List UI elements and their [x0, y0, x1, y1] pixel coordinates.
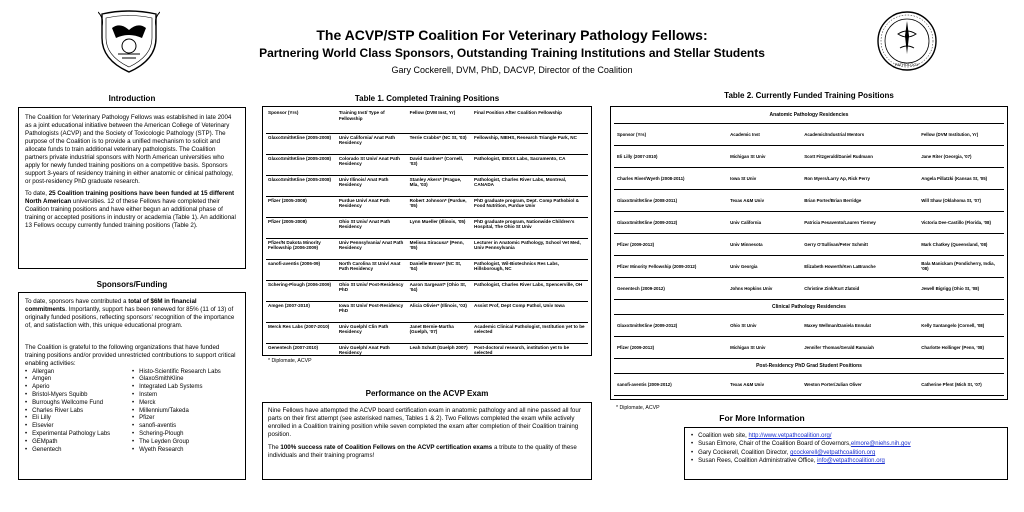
table-cell: sanofi-aventis (2009-2012) [614, 373, 727, 395]
table-cell: Merck Res Labs (2007-2010) [266, 322, 337, 343]
table-cell: Catherine Pfent (Mich St, '07) [918, 373, 1004, 395]
table-cell: Aaron Sargeant* (Ohio St, '04) [408, 280, 472, 301]
sponsor-list-item: • Amgen [25, 376, 132, 384]
table-header-cell: Academic/Industrial Mentors [801, 123, 918, 145]
table-cell: Johns Hopkins Univ [727, 277, 801, 299]
table-cell: Genentech (2009-2012) [614, 277, 727, 299]
table-cell: Victoria Dee-Castillo (Florida, '08) [918, 211, 1004, 233]
table2-heading: Table 2. Currently Funded Training Positions [724, 91, 894, 100]
funded-positions-table [614, 108, 1004, 400]
table-header-cell: Academic Inst [727, 123, 801, 145]
table-row [614, 211, 1004, 233]
table-cell: GlaxoSmithKline (2005-2008) [266, 154, 337, 175]
more-info-link[interactable]: elmore@niehs.nih.gov [850, 441, 911, 448]
table-cell: Jennifer Thomas/Gerald Ramaiah [801, 336, 918, 358]
table-cell: Michigan St Univ [727, 145, 801, 167]
exam-paragraph-1: Nine Fellows have attempted the ACVP board certification exam in anatomic pathology and all nine passed all four parts on their first attempt (see asterisked names, Tables 1 & 2). Two Fellows completed the exam while actively enrolled in a Coalition training position while seven completed the exam after completion of their Coalition training position. [268, 407, 581, 438]
table-row [266, 280, 588, 301]
table-cell: Univ Guelph/ Clin Path Residency [337, 322, 408, 343]
sponsor-list [25, 369, 239, 455]
table-cell: Assist Prof, Dept Comp Pathol, Univ Iowa [472, 301, 588, 322]
table-cell: Michigan St Univ [727, 336, 801, 358]
table-cell: Ohio St Univ [727, 314, 801, 336]
more-info-text: Gary Cockerell, Coalition Director, [698, 449, 791, 456]
seal-text: PATHOLOGY [894, 62, 920, 67]
table-cell: Will Shaw (Oklahoma St, '07) [918, 189, 1004, 211]
more-info-item [691, 440, 1001, 448]
intro-paragraph-1: The Coalition for Veterinary Pathology Fellows was established in late 2004 as a joint educational initiative between the American College of Veterinary Pathologists (ACVP) and the Society of Toxicologic Pathology (STP). The purpose of the Coalition is to provide a unified mechanism to solicit and allocate funds to train additional veterinary pathologists. The Coalition partners private industrial sponsors with North American universities who apply for newly funded training positions on a competitive basis. Sponsors support 3-years of residency training in either anatomic or clinical pathology, or post-residency PhD graduate research. [25, 114, 233, 185]
table-cell: Pfizer Minority Fellowship (2009-2012) [614, 255, 727, 277]
table1-footnote: * Diplomate, ACVP [268, 358, 312, 364]
table-cell: Univ Pennsylvania/ Anat Path Residency [337, 238, 408, 259]
table-header-cell: Sponsor (Yrs) [614, 123, 727, 145]
table-cell: Iowa St Univ/ Post-Residency PhD [337, 301, 408, 322]
poster-subtitle: Partnering World Class Sponsors, Outstanding Training Institutions and Stellar Students [259, 46, 765, 60]
intro-heading: Introduction [108, 94, 156, 103]
table-row [266, 301, 588, 322]
table-cell: PhD graduate program, Dept. Comp Pathobiol & Food Nutrition, Purdue Univ [472, 196, 588, 217]
table-group-row [614, 108, 1004, 123]
table-cell: Univ California/ Anat Path Residency [337, 133, 408, 154]
more-info-list [691, 432, 1001, 466]
more-info-text: Coalition web site, [698, 433, 749, 439]
sponsor-list-col-2 [132, 369, 239, 455]
sponsor-list-item: • Merck [132, 400, 239, 408]
sponsor-list-item: • Allergan [25, 369, 132, 377]
sponsor-list-item: • Instem [132, 392, 239, 400]
table-cell: Jewell Bigrigg (Ohio St, '08) [918, 277, 1004, 299]
table-group-row [614, 358, 1004, 373]
exam-box [262, 402, 592, 480]
table-cell: Pfizer (2009-2012) [614, 233, 727, 255]
table-cell: Weston Porter/Julian Oliver [801, 373, 918, 395]
table1-heading: Table 1. Completed Training Positions [354, 94, 500, 103]
table-header-cell: Final Position After Coalition Fellowship [472, 109, 588, 133]
table-row [266, 238, 588, 259]
table-row [266, 175, 588, 196]
exam-paragraph-2: The 100% success rate of Coalition Fellows on the ACVP certification exams a tribute to the quality of these individuals and their training programs! [268, 443, 577, 459]
table-cell: Texas A&M Univ [727, 373, 801, 395]
table-cell [727, 395, 801, 400]
table-header-cell: Training Inst/ Type of Fellowship [337, 109, 408, 133]
table-row [266, 217, 588, 238]
table-cell: Genentech (2007-2010) [266, 343, 337, 356]
table-row [266, 133, 588, 154]
table-cell: Christine Zink/Kurt Zlatoid [801, 277, 918, 299]
table-row [614, 145, 1004, 167]
sponsor-list-col-1 [25, 369, 132, 455]
table-cell [614, 395, 727, 400]
poster-title: The ACVP/STP Coalition For Veterinary Pathology Fellows: [316, 27, 708, 43]
table-cell: Univ Georgia [727, 255, 801, 277]
table-group-row [614, 299, 1004, 314]
table-header-cell: Sponsor (Yrs) [266, 109, 337, 133]
table-cell: Scott Fitzgerald/Daniel Rudmann [801, 145, 918, 167]
completed-positions-table [266, 109, 588, 356]
table-cell: Janet Bernie-Martha (Guelph, '07) [408, 322, 472, 343]
table-cell: Gerry O'Sullivan/Peter Schmitt [801, 233, 918, 255]
table-row [614, 373, 1004, 395]
more-info-box [684, 427, 1008, 480]
table-group-label: Anatomic Pathology Residencies [614, 108, 1004, 123]
sponsor-list-item: • Histo-Scientific Research Labs [132, 369, 239, 377]
table-cell: Bala Manickam (Pondicherry, India, '08) [918, 255, 1004, 277]
table-cell: Ohio St Univ/ Anat Path Residency [337, 217, 408, 238]
table-cell: GlaxoSmithKline (2008-2011) [614, 189, 727, 211]
table-cell: Elizabeth Howerth/Ken LaBranche [801, 255, 918, 277]
table-row [614, 277, 1004, 299]
sponsor-list-item: • Aperio [25, 384, 132, 392]
table-cell: Univ Minnesota [727, 233, 801, 255]
more-info-item [691, 449, 1001, 457]
table-cell: Melissa Siracusa* (Penn, '05) [408, 238, 472, 259]
table-cell: Pathologist, Charles River Labs, Montreal, CANADA [472, 175, 588, 196]
table-cell: North Carolina St Univ/ Anat Path Residency [337, 259, 408, 280]
more-info-link[interactable]: info@vetpathcoalition.org [817, 458, 885, 465]
table-cell: Purdue Univ/ Anat Path Residency [337, 196, 408, 217]
sponsor-list-item: • Schering-Plough [132, 431, 239, 439]
table-cell: Danielle Brown* (NC St, '04) [408, 259, 472, 280]
table-cell: Pfizer/N Dakota Minority Fellowship (2006-2009) [266, 238, 337, 259]
sponsor-list-item: • Elsevier [25, 423, 132, 431]
table-cell: Post-doctoral research, institution yet to be selected [472, 343, 588, 356]
table-row [266, 259, 588, 280]
table-cell: Terrie Crabbs* (NC St, '03) [408, 133, 472, 154]
table-row [614, 314, 1004, 336]
more-info-link[interactable]: http://www.vetpathcoalition.org/ [748, 433, 832, 439]
table-cell: Pfizer (2005-2008) [266, 196, 337, 217]
table-cell: Texas A&M Univ [727, 189, 801, 211]
table-cell: Colorado St Univ/ Anat Path Residency [337, 154, 408, 175]
table-cell: Univ Illinois/ Anat Path Residency [337, 175, 408, 196]
table-cell: Pathologist, Wil-Biotechnics Res Labs, Hillsborough, NC [472, 259, 588, 280]
sponsor-list-item: • Burroughs Wellcome Fund [25, 400, 132, 408]
table-cell: Eli Lilly (2007-2010) [614, 145, 727, 167]
table-row [614, 233, 1004, 255]
table-cell: Mark Chatkey (Queensland, '08) [918, 233, 1004, 255]
table-cell: PhD graduate program, Nationwide Children's Hospital, The Ohio St Univ [472, 217, 588, 238]
table-row [614, 395, 1004, 400]
table-row [266, 196, 588, 217]
table1-box [262, 106, 592, 356]
table-cell: Charles River/Wyeth (2008-2011) [614, 167, 727, 189]
sponsors-paragraph-2: The Coalition is grateful to the following organizations that have funded training positions and/or provided unrestricted contributions to support critical enabling activities: [25, 343, 236, 367]
table-cell: Iowa St Univ [727, 167, 801, 189]
table-cell: Leah Schutt (Guelph 2007) [408, 343, 472, 356]
table-cell: GlaxoSmithKline (2009-2012) [614, 314, 727, 336]
table-cell: Stanley Akers* (Prague, Mla, '03) [408, 175, 472, 196]
table-cell: Pfizer (2005-2008) [266, 217, 337, 238]
table-header-row [614, 123, 1004, 145]
sponsor-list-item: • GlaxoSmithKline [132, 376, 239, 384]
table-cell [918, 395, 1004, 400]
table-cell: Jane Riter (Georgia, '07) [918, 145, 1004, 167]
sponsor-list-item: • Experimental Pathology Labs [25, 431, 132, 439]
intro-box [18, 107, 246, 269]
more-info-item [691, 432, 1001, 440]
intro-paragraph-2: To date, 25 Coalition training positions have been funded at 15 different North American universities. 12 of these Fellows have completed their Coalition training positions and have either begun an additional phase of training or accepted positions in industry or academia (Table 1). An additional 13 Fellows occupy currently funded training positions (Table 2). [25, 190, 236, 230]
table-cell: Charlotte Hollinger (Penn, '08) [918, 336, 1004, 358]
sponsors-box [18, 292, 246, 480]
table2-box [610, 106, 1008, 400]
table-header-cell: Fellow (DVM Inst, Yr) [408, 109, 472, 133]
table-cell: GlaxoSmithKline (2005-2008) [266, 133, 337, 154]
table-cell: Patricia Pesavento/Lauren Tierney [801, 211, 918, 233]
exam-heading: Performance on the ACVP Exam [365, 389, 489, 398]
sponsor-list-item: • The Leyden Group [132, 439, 239, 447]
poster-author: Gary Cockerell, DVM, PhD, DACVP, Director of the Coalition [391, 65, 633, 75]
table-cell: Angela Pillatzki (Kansas St, '05) [918, 167, 1004, 189]
table-row [614, 189, 1004, 211]
table-cell: Lynn Mueller (Illinois, '05) [408, 217, 472, 238]
sponsor-list-item: • Bristol-Myers Squibb [25, 392, 132, 400]
sponsor-list-item: • Charles River Labs [25, 408, 132, 416]
table-row [614, 336, 1004, 358]
table-cell: Univ Guelph/ Anat Path Residency [337, 343, 408, 356]
table-cell: Fellowship, NIEHS, Research Triangle Park, NC [472, 133, 588, 154]
table-header-row [266, 109, 588, 133]
more-info-heading: For More Information [719, 413, 805, 423]
table-cell: Alicia Olivier* (Illinois, '03) [408, 301, 472, 322]
sponsor-list-item: • Eli Lilly [25, 415, 132, 423]
table-group-label: Post-Residency PhD Grad Student Positions [614, 358, 1004, 373]
sponsor-list-item: • Pfizer [132, 415, 239, 423]
table-cell: Ron Myers/Larry Ap, Rick Perry [801, 167, 918, 189]
table-cell: Ohio St Univ/ Post-Residency PhD [337, 280, 408, 301]
table-cell: Robert Johnson* (Purdue, '05) [408, 196, 472, 217]
sponsor-list-item: • Genentech [25, 447, 132, 455]
table-cell: Brian Porter/Brian Berridge [801, 189, 918, 211]
table-cell: Pathologist, IDEXX Labs, Sacramento, CA [472, 154, 588, 175]
table-cell: Pfizer (2009-2012) [614, 336, 727, 358]
table-row [266, 343, 588, 356]
more-info-text: Susan Rees, Coalition Administrative Office, [698, 458, 818, 465]
table-cell: Lecturer in Anatomic Pathology, School Vet Med, Univ Pennsylvania [472, 238, 588, 259]
sponsor-list-item: • Integrated Lab Systems [132, 384, 239, 392]
table-cell [801, 395, 918, 400]
table-cell: Univ California [727, 211, 801, 233]
more-info-item [691, 457, 1001, 465]
table-cell: Amgen (2007-2010) [266, 301, 337, 322]
table-cell: Schering-Plough (2006-2009) [266, 280, 337, 301]
table-cell: Pathologist, Charles River Labs, Spencerville, OH [472, 280, 588, 301]
table-cell: Kelly Santangelo (Cornell, '08) [918, 314, 1004, 336]
table-row [614, 167, 1004, 189]
sponsors-heading: Sponsors/Funding [96, 280, 168, 289]
table-cell: Academic Clinical Pathologist, Institution yet to be selected [472, 322, 588, 343]
table-cell: sanofi-aventis (2006-09) [266, 259, 337, 280]
table-cell: GlaxoSmithKline (2009-2012) [614, 211, 727, 233]
table2-footnote: * Diplomate, ACVP [616, 405, 660, 411]
sponsor-list-item: • sanofi-aventis [132, 423, 239, 431]
table-cell: GlaxoSmithKline (2005-2008) [266, 175, 337, 196]
table-row [266, 322, 588, 343]
sponsors-paragraph-1: To date, sponsors have contributed a total of $6M in financial commitments. Importantly, support has been renewed for 85% (11 of 13) of originally funded positions, reflecting sponsors' recognition of the importance of, and satisfaction with, this unique educational program. [25, 298, 235, 329]
more-info-link[interactable]: gcockerell@vetpathcoalition.org [790, 449, 876, 456]
table-header-cell: Fellow (DVM Institution, Yr) [918, 123, 1004, 145]
table-cell: Maxey Wellman/Daniela Ennulat [801, 314, 918, 336]
more-info-text: Susan Elmore, Chair of the Coalition Board of Governors, [698, 441, 851, 448]
sponsor-list-item: • Millennium/Takeda [132, 408, 239, 416]
table-row [614, 255, 1004, 277]
sponsor-list-item: • Wyeth Research [132, 447, 239, 455]
sponsor-list-item: • GEMpath [25, 439, 132, 447]
table-group-label: Clinical Pathology Residencies [614, 299, 1004, 314]
table-row [266, 154, 588, 175]
table-cell: David Gardner* (Cornell, '03) [408, 154, 472, 175]
